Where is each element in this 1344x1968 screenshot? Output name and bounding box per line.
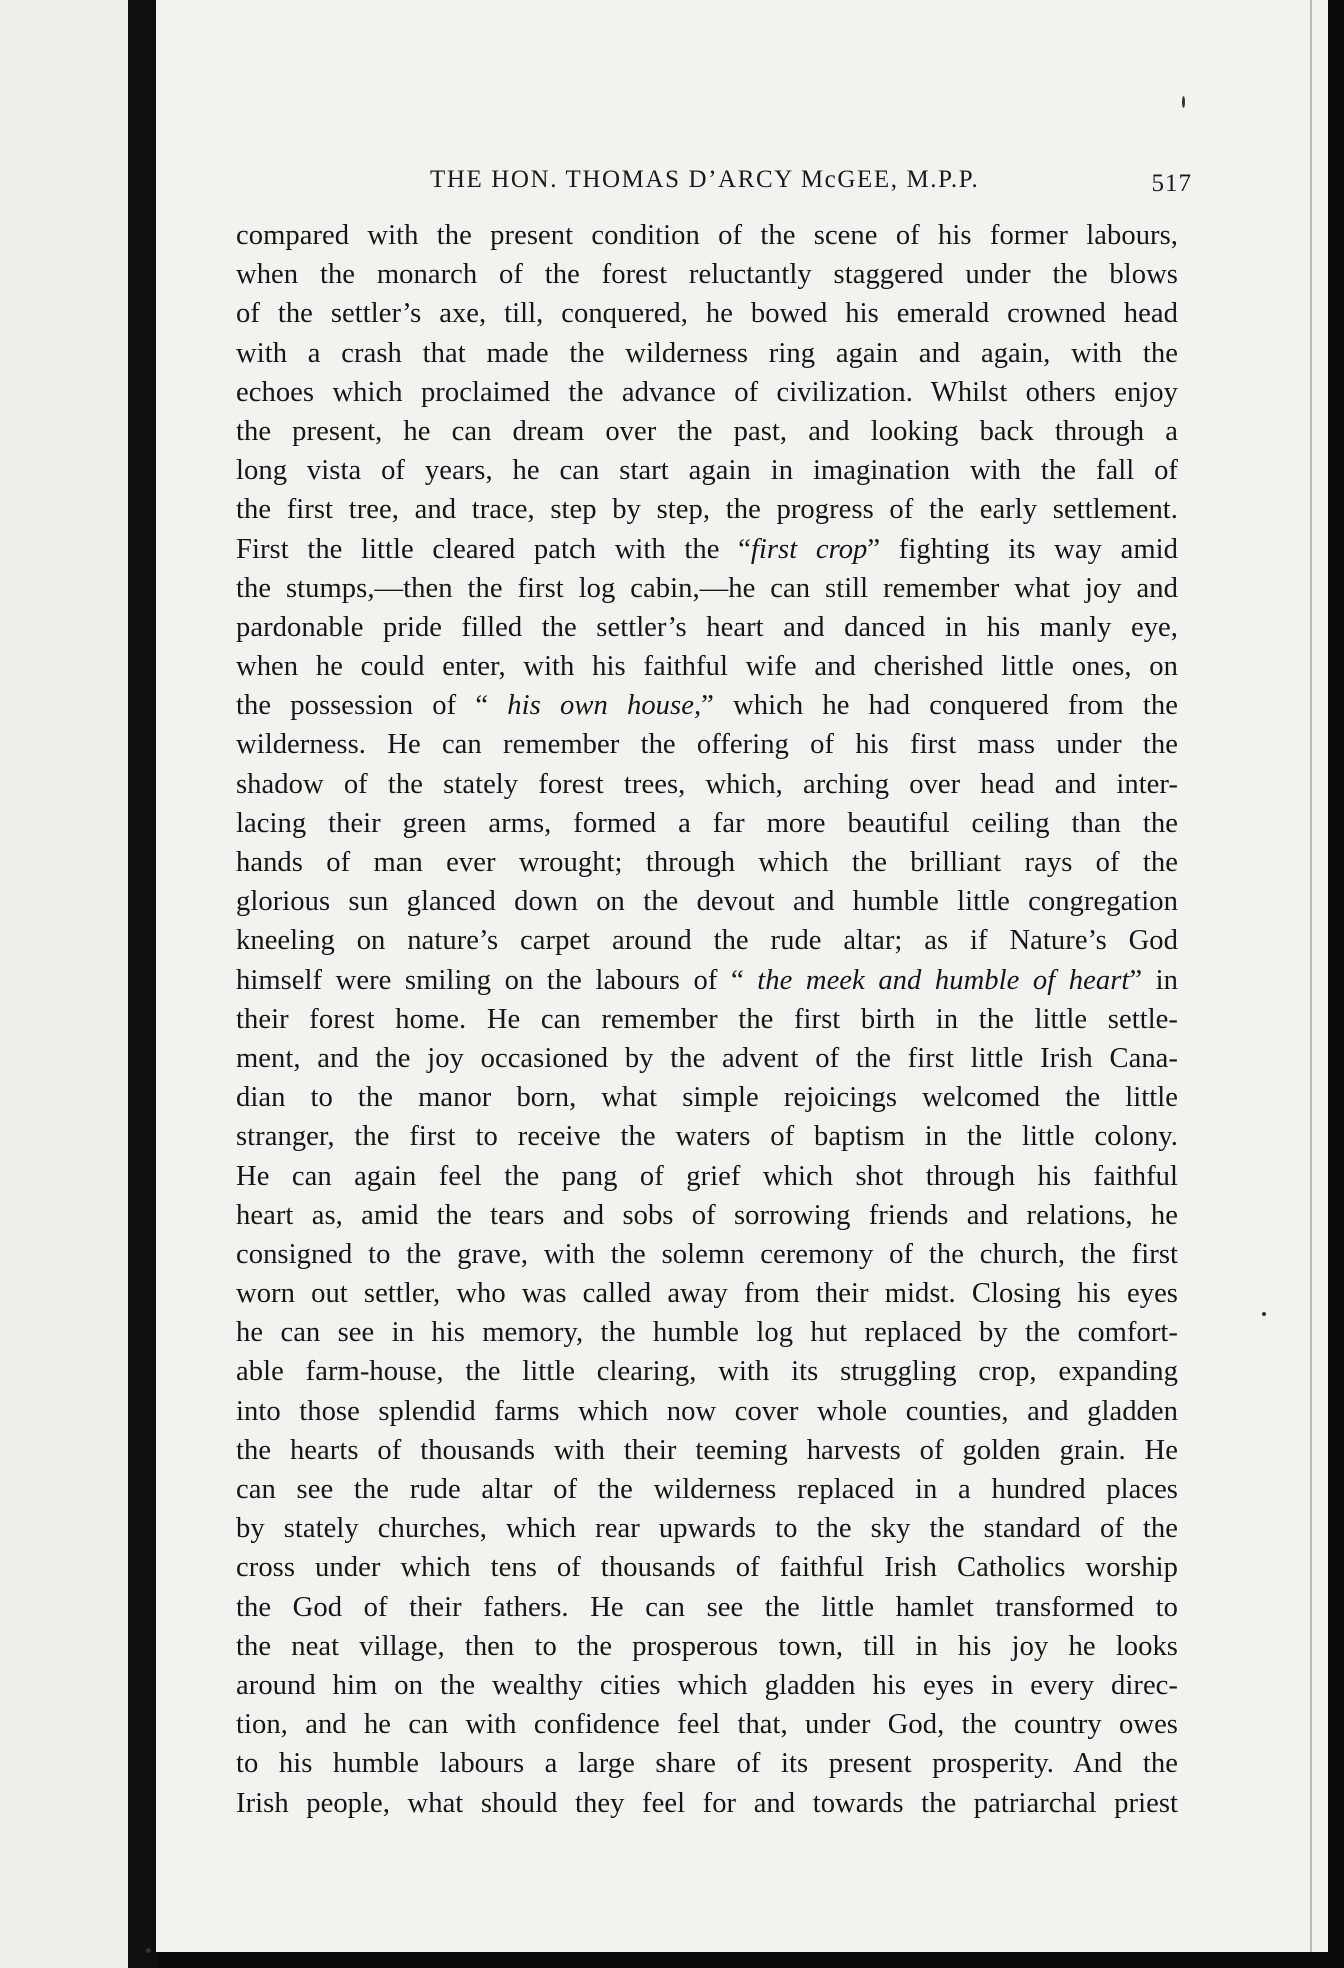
text-line: hands of man ever wrought; through which the brilliant rays of the	[236, 847, 1178, 878]
text-line: glorious sun glanced down on the devout and humble little congregation	[236, 886, 1178, 918]
text-line: He can again feel the pang of grief which shot through his faithful	[236, 1160, 1178, 1192]
text-line: around him on the wealthy cities which gladden his eyes in every direc-	[236, 1669, 1178, 1701]
page-number: 517	[1151, 170, 1192, 197]
italic-phrase: the meek and humble of heart	[757, 964, 1130, 996]
text-line: kneeling on nature’s carpet around the rude altar; as if Nature’s God	[236, 925, 1178, 957]
text-line: dian to the manor born, what simple rejoicings welcomed the little	[236, 1082, 1178, 1114]
text-line: their forest home. He can remember the first birth in the little settle-	[236, 1003, 1178, 1035]
text-line: long vista of years, he can start again in imagination with the fall of	[236, 455, 1178, 487]
text-segment: ” which he had conquered from the	[701, 690, 1178, 722]
facing-page-edge	[0, 0, 128, 1968]
binding-shadow	[128, 0, 158, 1968]
text-line: heart as, amid the tears and sobs of sorrowing friends and relations, he	[236, 1199, 1178, 1231]
page-edge-line	[1310, 0, 1312, 1952]
text-line: echoes which proclaimed the advance of civilization. Whilst others enjoy	[236, 376, 1178, 408]
text-line: by stately churches, which rear upwards to the sky the standard of the	[236, 1513, 1178, 1545]
text-line: into those splendid farms which now cover whole counties, and gladden	[236, 1395, 1178, 1427]
text-line: ment, and the joy occasioned by the advent of the first little Irish Cana-	[236, 1042, 1178, 1074]
text-line: with a crash that made the wilderness ring again and again, with the	[236, 337, 1178, 369]
text-segment: the possession of “	[236, 690, 508, 722]
text-line: stranger, the first to receive the waters of baptism in the little colony.	[236, 1121, 1178, 1153]
text-line: cross under which tens of thousands of faithful Irish Catholics worship	[236, 1552, 1178, 1584]
scan-speck	[1262, 1312, 1266, 1316]
italic-phrase: first crop	[750, 533, 868, 565]
running-head: THE HON. THOMAS D’ARCY McGEE, M.P.P.	[430, 166, 980, 193]
text-line: able farm-house, the little clearing, with its struggling crop, expanding	[236, 1356, 1178, 1388]
text-line	[236, 530, 1178, 569]
body-text	[236, 216, 1178, 1823]
text-line: he can see in his memory, the humble log hut replaced by the comfort-	[236, 1317, 1178, 1349]
scan-speck	[146, 1948, 151, 1953]
text-line	[236, 686, 1178, 725]
text-line: the first tree, and trace, step by step, the progress of the early settlement.	[236, 494, 1178, 526]
text-line: compared with the present condition of the scene of his former labours,	[236, 220, 1178, 251]
text-line: of the settler’s axe, till, conquered, he bowed his emerald crowned head	[236, 298, 1178, 330]
text-segment: himself were smiling on the labours of “	[236, 964, 758, 996]
text-segment: ” in	[1129, 964, 1178, 996]
text-line: tion, and he can with confidence feel that, under God, the country owes	[236, 1709, 1178, 1741]
text-line: when he could enter, with his faithful wife and cherished little ones, on	[236, 651, 1178, 683]
text-line: can see the rude altar of the wilderness replaced in a hundred places	[236, 1474, 1178, 1505]
text-line: Irish people, what should they feel for and towards the patriarchal priest	[236, 1787, 1178, 1819]
text-line: consigned to the grave, with the solemn ceremony of the church, the first	[236, 1238, 1178, 1270]
text-segment: ” fighting its way amid	[867, 533, 1178, 565]
text-line: lacing their green arms, formed a far more beautiful ceiling than the	[236, 807, 1178, 839]
text-line: shadow of the stately forest trees, which, arching over head and inter-	[236, 768, 1178, 800]
text-line	[236, 961, 1178, 1000]
text-line: the stumps,—then the first log cabin,—he can still remember what joy and	[236, 572, 1178, 604]
text-line: the hearts of thousands with their teeming harvests of golden grain. He	[236, 1434, 1178, 1466]
italic-phrase: his own house,	[507, 690, 702, 722]
text-line: the God of their fathers. He can see the little hamlet transformed to	[236, 1591, 1178, 1623]
text-line: the neat village, then to the prosperous town, till in his joy he looks	[236, 1630, 1178, 1662]
page-header	[272, 166, 1192, 206]
text-line: pardonable pride filled the settler’s heart and danced in his manly eye,	[236, 611, 1178, 643]
text-line: when the monarch of the forest reluctantly staggered under the blows	[236, 259, 1178, 291]
text-segment: First the little cleared patch with the “	[236, 533, 751, 565]
text-line: to his humble labours a large share of its present prosperity. And the	[236, 1748, 1178, 1780]
text-line: worn out settler, who was called away from their midst. Closing his eyes	[236, 1278, 1178, 1310]
scan-speck	[1182, 96, 1185, 108]
text-line: wilderness. He can remember the offering of his first mass under the	[236, 729, 1178, 761]
text-line: the present, he can dream over the past, and looking back through a	[236, 415, 1178, 447]
